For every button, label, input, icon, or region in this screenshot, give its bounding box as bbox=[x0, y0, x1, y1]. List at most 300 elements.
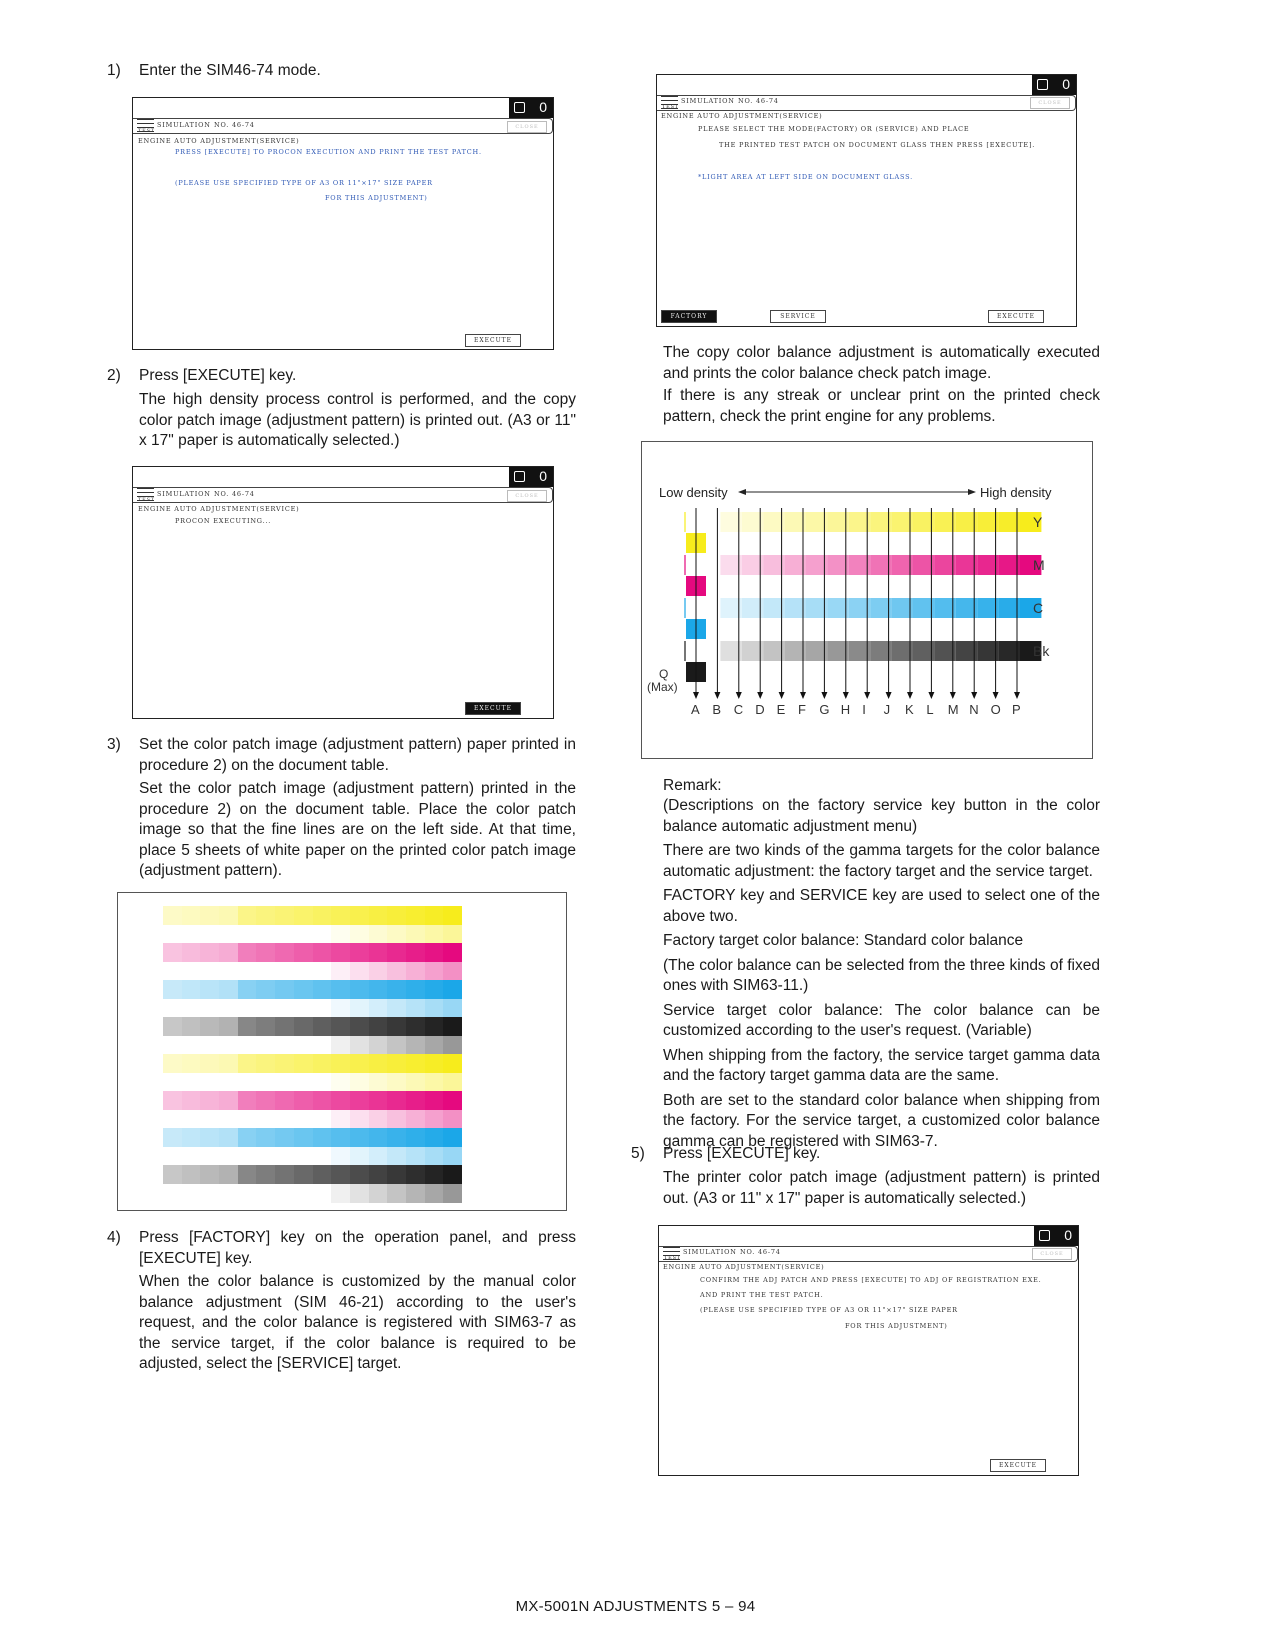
close-button[interactable]: CLOSE bbox=[1030, 97, 1070, 109]
pattern-patch bbox=[425, 999, 444, 1018]
pattern-patch bbox=[387, 943, 406, 962]
pattern-patch bbox=[387, 980, 406, 999]
remark-paragraph: Both are set to the standard color balance when shipping from the factory. For the service target, a customized color balance gamma can be registered with SIM63-7. bbox=[663, 1091, 1100, 1150]
pattern-patch bbox=[443, 906, 462, 925]
pattern-patch bbox=[425, 1147, 444, 1166]
pattern-patch bbox=[219, 925, 238, 944]
pattern-patch bbox=[200, 1091, 219, 1110]
step-3-description: Set the color patch image (adjustment pattern) printed in the procedure 2) on the document table. Place the color patch image so that the fine lines are on the left side. At that time, place 5 sheets of white paper on the printed color patch image (adjustment pattern). bbox=[139, 780, 576, 879]
pattern-patch bbox=[369, 1054, 388, 1073]
column-arrow bbox=[950, 692, 956, 699]
row-label-c: C bbox=[1033, 600, 1044, 616]
pattern-patch bbox=[425, 1017, 444, 1036]
pattern-patch bbox=[313, 1128, 332, 1147]
mode-label: ENGINE AUTO ADJUSTMENT(SERVICE) bbox=[661, 112, 823, 120]
pattern-patch bbox=[313, 1165, 332, 1184]
pattern-patch bbox=[182, 1091, 201, 1110]
column-letter: G bbox=[819, 702, 830, 717]
pattern-patch bbox=[387, 1128, 406, 1147]
pattern-patch bbox=[350, 1073, 369, 1092]
pattern-patch bbox=[163, 1147, 182, 1166]
pattern-patch bbox=[443, 980, 462, 999]
test-label: TEST bbox=[664, 1255, 681, 1261]
pattern-patch bbox=[182, 1036, 201, 1055]
pattern-patch bbox=[275, 1184, 294, 1203]
pattern-patch bbox=[350, 999, 369, 1018]
pattern-patch bbox=[425, 1073, 444, 1092]
pattern-patch bbox=[163, 1165, 182, 1184]
factory-button[interactable]: FACTORY bbox=[661, 310, 717, 323]
counter: 0 bbox=[539, 99, 547, 115]
column-arrow bbox=[779, 692, 785, 699]
pattern-patch bbox=[256, 1184, 275, 1203]
pattern-patch bbox=[219, 1017, 238, 1036]
pattern-patch bbox=[238, 962, 257, 981]
test-label: TEST bbox=[138, 128, 155, 134]
pattern-patch bbox=[238, 1036, 257, 1055]
execute-button[interactable]: EXECUTE bbox=[465, 334, 521, 347]
pattern-patch bbox=[369, 906, 388, 925]
pattern-patch bbox=[219, 1054, 238, 1073]
pattern-patch bbox=[163, 1036, 182, 1055]
remark-paragraph: There are two kinds of the gamma targets for the color balance automatic adjustment: the factory target and the service target. bbox=[663, 842, 1100, 880]
column-letter: J bbox=[883, 702, 891, 717]
pattern-patch bbox=[350, 1054, 369, 1073]
column-arrow bbox=[693, 692, 699, 699]
pattern-band-y bbox=[163, 1054, 462, 1073]
pattern-patch bbox=[369, 1017, 388, 1036]
pattern-patch bbox=[275, 980, 294, 999]
pattern-patch bbox=[294, 1184, 313, 1203]
sim-number: NO. 46-74 bbox=[214, 490, 255, 498]
pattern-patch bbox=[219, 1128, 238, 1147]
pattern-patch bbox=[200, 1073, 219, 1092]
pattern-patch bbox=[406, 1110, 425, 1129]
pattern-patch bbox=[369, 1036, 388, 1055]
pattern-patch bbox=[406, 1036, 425, 1055]
pattern-patch bbox=[331, 1184, 350, 1203]
execute-button[interactable]: EXECUTE bbox=[988, 310, 1044, 323]
instruction-line: (PLEASE USE SPECIFIED TYPE OF A3 OR 11"×17" SIZE PAPER bbox=[700, 1306, 958, 1314]
simulation-screen-4 bbox=[658, 1225, 1079, 1476]
pattern-patch bbox=[163, 906, 182, 925]
pattern-patch bbox=[163, 1054, 182, 1073]
pattern-patch bbox=[350, 906, 369, 925]
pattern-patch bbox=[406, 1017, 425, 1036]
low-density-label: Low density bbox=[659, 485, 728, 500]
pattern-patch bbox=[369, 980, 388, 999]
pattern-patch bbox=[387, 1184, 406, 1203]
pattern-patch bbox=[406, 943, 425, 962]
pattern-patch bbox=[294, 1054, 313, 1073]
pattern-gap-band bbox=[163, 962, 462, 981]
column-letter: A bbox=[691, 702, 700, 717]
pattern-patch bbox=[163, 962, 182, 981]
pattern-patch bbox=[238, 1110, 257, 1129]
instruction-line: FOR THIS ADJUSTMENT) bbox=[845, 1322, 948, 1330]
pattern-patch bbox=[238, 906, 257, 925]
pattern-patch bbox=[256, 1110, 275, 1129]
column-letter: C bbox=[733, 702, 744, 717]
pattern-patch bbox=[313, 1110, 332, 1129]
close-button[interactable]: CLOSE bbox=[507, 490, 547, 502]
counter-block bbox=[509, 98, 553, 118]
execute-button[interactable]: EXECUTE bbox=[990, 1459, 1046, 1472]
step-number: 4) bbox=[107, 1229, 121, 1246]
row-label-y: Y bbox=[1033, 514, 1043, 530]
pattern-patch bbox=[443, 1110, 462, 1129]
pattern-patch bbox=[238, 1091, 257, 1110]
pattern-patch bbox=[313, 906, 332, 925]
pattern-patch bbox=[256, 1073, 275, 1092]
pattern-band-bk bbox=[163, 1017, 462, 1036]
pattern-patch bbox=[443, 1091, 462, 1110]
step-3-text: Set the color patch image (adjustment pattern) paper printed in procedure 2) on the document table. bbox=[139, 736, 576, 774]
pattern-patch bbox=[163, 1073, 182, 1092]
pattern-patch bbox=[256, 1091, 275, 1110]
pattern-patch bbox=[238, 1017, 257, 1036]
pattern-patch bbox=[275, 1128, 294, 1147]
simulation-label: SIMULATION bbox=[157, 121, 211, 129]
counter-block bbox=[1032, 75, 1076, 95]
pattern-patch bbox=[369, 962, 388, 981]
pattern-patch bbox=[443, 999, 462, 1018]
row-label-m: M bbox=[1033, 557, 1045, 573]
instruction-line: *LIGHT AREA AT LEFT SIDE ON DOCUMENT GLASS. bbox=[698, 173, 914, 181]
pattern-patch bbox=[256, 925, 275, 944]
copy-icon bbox=[514, 102, 525, 113]
simulation-screen-3 bbox=[656, 74, 1077, 327]
pattern-patch bbox=[219, 1165, 238, 1184]
q-label: Q bbox=[659, 667, 669, 681]
instruction-line: AND PRINT THE TEST PATCH. bbox=[700, 1291, 824, 1299]
pattern-band-y bbox=[163, 906, 462, 925]
pattern-patch bbox=[200, 999, 219, 1018]
pattern-patch bbox=[406, 1147, 425, 1166]
simulation-screen-2 bbox=[132, 466, 554, 719]
column-letter: E bbox=[776, 702, 786, 717]
pattern-patch bbox=[443, 1054, 462, 1073]
column-letter: H bbox=[840, 702, 851, 717]
column-letter: F bbox=[798, 702, 806, 717]
pattern-patch bbox=[425, 1054, 444, 1073]
pattern-patch bbox=[313, 925, 332, 944]
remark-paragraph: (The color balance can be selected from the three kinds of fixed ones with SIM63-11.) bbox=[663, 956, 1100, 994]
pattern-patch bbox=[350, 1128, 369, 1147]
pattern-patch bbox=[163, 980, 182, 999]
instruction-line: PLEASE SELECT THE MODE(FACTORY) OR (SERVICE) AND PLACE bbox=[698, 125, 970, 133]
pattern-patch bbox=[443, 1073, 462, 1092]
pattern-patch bbox=[387, 999, 406, 1018]
pattern-patch bbox=[350, 962, 369, 981]
execute-button[interactable]: EXECUTE bbox=[465, 702, 521, 715]
column-arrow bbox=[928, 692, 934, 699]
pattern-patch bbox=[387, 1091, 406, 1110]
arrow-left-head bbox=[738, 489, 746, 495]
step-text: Enter the SIM46-74 mode. bbox=[139, 62, 321, 79]
pattern-patch bbox=[275, 1110, 294, 1129]
counter: 0 bbox=[1062, 76, 1070, 92]
pattern-patch bbox=[200, 906, 219, 925]
pattern-patch bbox=[200, 943, 219, 962]
copy-icon bbox=[1037, 79, 1048, 90]
adjustment-pattern-image bbox=[117, 892, 567, 1211]
pattern-patch bbox=[294, 1110, 313, 1129]
right-paragraph-2: If there is any streak or unclear print on the printed check pattern, check the print engine for any problems. bbox=[663, 387, 1100, 425]
pattern-patch bbox=[238, 925, 257, 944]
pattern-patch bbox=[163, 1017, 182, 1036]
pattern-patch bbox=[182, 980, 201, 999]
status-line: PROCON EXECUTING... bbox=[175, 517, 272, 525]
pattern-patch bbox=[425, 943, 444, 962]
pattern-patch bbox=[182, 1054, 201, 1073]
pattern-patch bbox=[425, 1184, 444, 1203]
service-button[interactable]: SERVICE bbox=[770, 310, 826, 323]
column-letter: D bbox=[755, 702, 765, 717]
pattern-patch bbox=[387, 1165, 406, 1184]
pattern-patch bbox=[182, 1165, 201, 1184]
pattern-patch bbox=[406, 1165, 425, 1184]
pattern-patch bbox=[182, 1128, 201, 1147]
close-button[interactable]: CLOSE bbox=[507, 121, 547, 133]
pattern-patch bbox=[425, 1165, 444, 1184]
pattern-patch bbox=[256, 980, 275, 999]
pattern-patch bbox=[256, 962, 275, 981]
pattern-patch bbox=[443, 1036, 462, 1055]
arrow-right-head bbox=[968, 489, 976, 495]
counter: 0 bbox=[1064, 1227, 1072, 1243]
step-4-description: When the color balance is customized by the manual color balance adjustment (SIM 46-21) according to the user's request, and the color balance is registered with SIM63-7 as the service target, if the color balance is required to be adjusted, select the [SERVICE] target. bbox=[139, 1273, 576, 1372]
pattern-patch bbox=[406, 962, 425, 981]
step-5-description: The printer color patch image (adjustment pattern) is printed out. (A3 or 11" x 17" paper is automatically selected.) bbox=[663, 1169, 1100, 1207]
pattern-patch bbox=[200, 980, 219, 999]
sim-number: NO. 46-74 bbox=[740, 1248, 781, 1256]
pattern-patch bbox=[294, 1128, 313, 1147]
pattern-patch bbox=[425, 980, 444, 999]
pattern-patch bbox=[256, 1054, 275, 1073]
color-patch-bands bbox=[163, 906, 462, 1202]
counter: 0 bbox=[539, 468, 547, 484]
column-arrow bbox=[736, 692, 742, 699]
pattern-patch bbox=[313, 962, 332, 981]
pattern-gap-band bbox=[163, 1036, 462, 1055]
pattern-patch bbox=[369, 1147, 388, 1166]
pattern-patch bbox=[256, 1017, 275, 1036]
column-letter: K bbox=[905, 702, 914, 717]
pattern-patch bbox=[331, 1036, 350, 1055]
pattern-patch bbox=[275, 1165, 294, 1184]
test-label: TEST bbox=[662, 104, 679, 110]
pattern-patch bbox=[369, 1091, 388, 1110]
fine-line-bk bbox=[684, 641, 686, 661]
pattern-patch bbox=[294, 962, 313, 981]
pattern-patch bbox=[313, 1017, 332, 1036]
pattern-patch bbox=[294, 925, 313, 944]
pattern-patch bbox=[200, 962, 219, 981]
pattern-patch bbox=[182, 962, 201, 981]
pattern-patch bbox=[275, 1017, 294, 1036]
pattern-patch bbox=[163, 943, 182, 962]
pattern-patch bbox=[238, 943, 257, 962]
column-letter: I bbox=[862, 702, 866, 717]
pattern-patch bbox=[313, 1147, 332, 1166]
pattern-patch bbox=[387, 1073, 406, 1092]
pattern-patch bbox=[425, 1036, 444, 1055]
pattern-patch bbox=[294, 1073, 313, 1092]
column-arrow bbox=[757, 692, 763, 699]
pattern-gap-band bbox=[163, 1184, 462, 1203]
pattern-gap-band bbox=[163, 1147, 462, 1166]
instruction-line: CONFIRM THE ADJ PATCH AND PRESS [EXECUTE] TO ADJ OF REGISTRATION EXE. bbox=[700, 1276, 1042, 1284]
pattern-patch bbox=[163, 1110, 182, 1129]
pattern-patch bbox=[294, 1017, 313, 1036]
pattern-patch bbox=[387, 906, 406, 925]
column-letter: N bbox=[969, 702, 979, 717]
pattern-patch bbox=[238, 999, 257, 1018]
pattern-patch bbox=[331, 1165, 350, 1184]
pattern-patch bbox=[313, 943, 332, 962]
close-button[interactable]: CLOSE bbox=[1032, 1248, 1072, 1260]
pattern-patch bbox=[219, 1091, 238, 1110]
pattern-patch bbox=[443, 962, 462, 981]
pattern-patch bbox=[200, 1110, 219, 1129]
column-arrow bbox=[714, 692, 720, 699]
step-4-text: Press [FACTORY] key on the operation panel, and press [EXECUTE] key. bbox=[139, 1229, 576, 1267]
pattern-gap-band bbox=[163, 925, 462, 944]
pattern-band-m bbox=[163, 943, 462, 962]
pattern-band-bk bbox=[163, 1165, 462, 1184]
pattern-patch bbox=[275, 1147, 294, 1166]
simulation-label: SIMULATION bbox=[683, 1248, 737, 1256]
step-2-description: The high density process control is performed, and the copy color patch image (adjustment pattern) is printed out. (A3 or 11" x 17" paper is automatically selected.) bbox=[139, 391, 576, 449]
pattern-patch bbox=[313, 1184, 332, 1203]
pattern-patch bbox=[275, 1054, 294, 1073]
pattern-patch bbox=[163, 1184, 182, 1203]
instruction-line: PRESS [EXECUTE] TO PROCON EXECUTION AND PRINT THE TEST PATCH. bbox=[175, 148, 482, 156]
pattern-patch bbox=[238, 1054, 257, 1073]
column-arrow bbox=[864, 692, 870, 699]
pattern-patch bbox=[219, 1184, 238, 1203]
pattern-patch bbox=[369, 1184, 388, 1203]
pattern-patch bbox=[331, 1091, 350, 1110]
pattern-patch bbox=[443, 943, 462, 962]
pattern-patch bbox=[182, 1073, 201, 1092]
pattern-patch bbox=[219, 943, 238, 962]
instruction-line: FOR THIS ADJUSTMENT) bbox=[325, 194, 428, 202]
pattern-patch bbox=[219, 1110, 238, 1129]
pattern-patch bbox=[275, 962, 294, 981]
pattern-patch bbox=[163, 1091, 182, 1110]
copy-icon bbox=[1039, 1230, 1050, 1241]
pattern-patch bbox=[350, 1091, 369, 1110]
pattern-patch bbox=[406, 1054, 425, 1073]
pattern-patch bbox=[219, 980, 238, 999]
pattern-patch bbox=[163, 999, 182, 1018]
pattern-patch bbox=[200, 1054, 219, 1073]
pattern-patch bbox=[313, 980, 332, 999]
pattern-patch bbox=[331, 962, 350, 981]
pattern-patch bbox=[275, 906, 294, 925]
pattern-patch bbox=[275, 999, 294, 1018]
pattern-patch bbox=[387, 1054, 406, 1073]
pattern-patch bbox=[294, 1147, 313, 1166]
pattern-patch bbox=[294, 1036, 313, 1055]
pattern-patch bbox=[200, 1036, 219, 1055]
pattern-patch bbox=[443, 1128, 462, 1147]
simulation-label: SIMULATION bbox=[157, 490, 211, 498]
pattern-patch bbox=[350, 1165, 369, 1184]
instruction-line: THE PRINTED TEST PATCH ON DOCUMENT GLASS THEN PRESS [EXECUTE]. bbox=[719, 141, 1036, 149]
pattern-patch bbox=[369, 943, 388, 962]
pattern-patch bbox=[350, 1036, 369, 1055]
remark-paragraph: (Descriptions on the factory service key button in the color balance automatic adjustment menu) bbox=[663, 797, 1100, 835]
pattern-patch bbox=[294, 999, 313, 1018]
pattern-patch bbox=[369, 1110, 388, 1129]
pattern-patch bbox=[425, 906, 444, 925]
pattern-patch bbox=[350, 1017, 369, 1036]
pattern-patch bbox=[387, 1147, 406, 1166]
pattern-patch bbox=[200, 925, 219, 944]
pattern-patch bbox=[256, 943, 275, 962]
pattern-patch bbox=[406, 1184, 425, 1203]
pattern-patch bbox=[425, 1091, 444, 1110]
pattern-patch bbox=[275, 1073, 294, 1092]
pattern-patch bbox=[331, 943, 350, 962]
pattern-patch bbox=[406, 906, 425, 925]
pattern-patch bbox=[406, 1091, 425, 1110]
counter-block bbox=[1034, 1226, 1078, 1246]
row-label-bk: Bk bbox=[1033, 643, 1050, 659]
step-text: Press [EXECUTE] key. bbox=[663, 1145, 821, 1162]
pattern-patch bbox=[238, 1165, 257, 1184]
high-density-label: High density bbox=[980, 485, 1052, 500]
test-label: TEST bbox=[138, 497, 155, 503]
pattern-patch bbox=[182, 1017, 201, 1036]
pattern-patch bbox=[256, 906, 275, 925]
pattern-patch bbox=[406, 999, 425, 1018]
pattern-patch bbox=[182, 999, 201, 1018]
column-arrow bbox=[821, 692, 827, 699]
pattern-patch bbox=[275, 1036, 294, 1055]
pattern-patch bbox=[406, 1073, 425, 1092]
column-letter: M bbox=[947, 702, 959, 717]
pattern-patch bbox=[350, 980, 369, 999]
pattern-patch bbox=[369, 1073, 388, 1092]
pattern-patch bbox=[313, 1036, 332, 1055]
pattern-patch bbox=[331, 1110, 350, 1129]
pattern-patch bbox=[182, 1110, 201, 1129]
pattern-patch bbox=[313, 1091, 332, 1110]
pattern-patch bbox=[443, 1184, 462, 1203]
step-number: 3) bbox=[107, 736, 121, 753]
pattern-patch bbox=[294, 943, 313, 962]
counter-block bbox=[509, 467, 553, 487]
pattern-patch bbox=[369, 1128, 388, 1147]
column-letter: P bbox=[1012, 702, 1021, 717]
column-arrow bbox=[886, 692, 892, 699]
copy-icon bbox=[514, 471, 525, 482]
remark-paragraph: FACTORY key and SERVICE key are used to select one of the above two. bbox=[663, 887, 1100, 925]
pattern-patch bbox=[369, 925, 388, 944]
step-text: Press [EXECUTE] key. bbox=[139, 367, 297, 384]
pattern-patch bbox=[350, 1184, 369, 1203]
simulation-screen-1 bbox=[132, 97, 554, 350]
pattern-patch bbox=[350, 925, 369, 944]
column-letter: B bbox=[712, 702, 722, 717]
pattern-patch bbox=[238, 1147, 257, 1166]
pattern-patch bbox=[443, 925, 462, 944]
pattern-patch bbox=[182, 925, 201, 944]
